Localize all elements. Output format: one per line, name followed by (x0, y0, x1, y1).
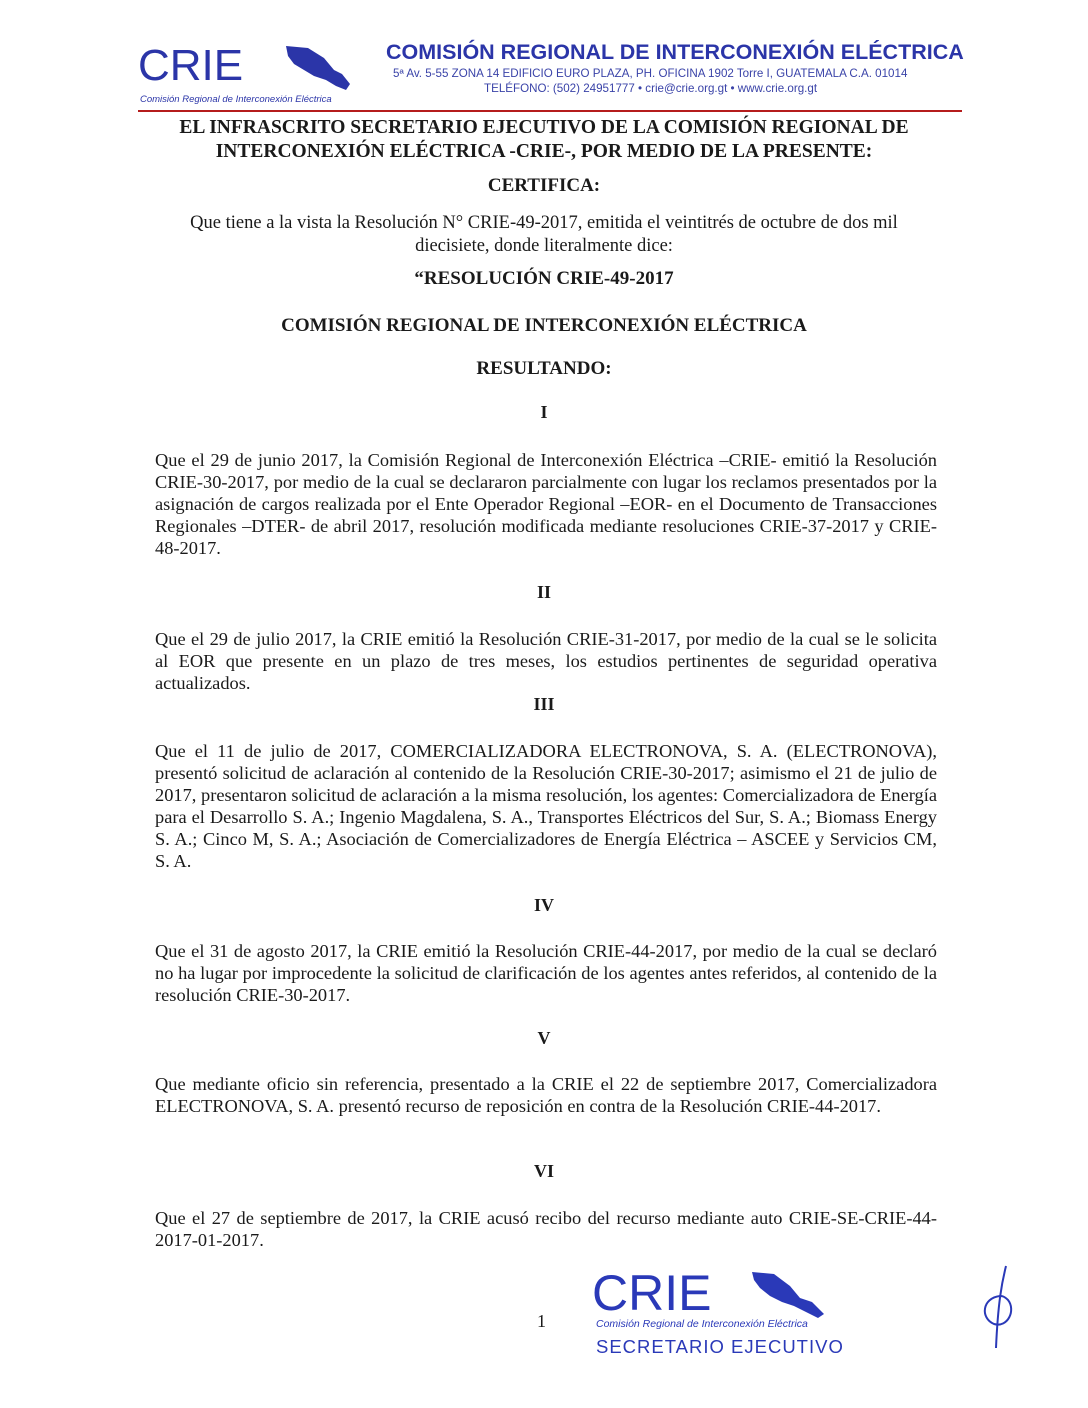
organization-name: COMISIÓN REGIONAL DE INTERCONEXIÓN ELÉCTRICA (386, 40, 964, 64)
commission-title: COMISIÓN REGIONAL DE INTERCONEXIÓN ELÉCTRICA (281, 315, 807, 336)
stamp-title: SECRETARIO EJECUTIVO (596, 1336, 844, 1357)
intro-line-1: Que tiene a la vista la Resolución N° CRIE-49-2017, emitida el veintitrés de octubre de dos mil (190, 213, 898, 233)
logo-subtitle: Comisión Regional de Interconexión Eléctrica (140, 94, 332, 105)
organization-contact: TELÉFONO: (502) 24951777 • crie@crie.org.gt • www.crie.org.gt (484, 82, 818, 95)
logo-text: CRIE (138, 41, 244, 90)
section-paragraph: Que el 27 de septiembre de 2017, la CRIE acusó recibo del recurso mediante auto CRIE-SE-CRIE-44-2017-01-2017. (155, 1208, 937, 1250)
section-paragraph: Que mediante oficio sin referencia, presentado a la CRIE el 22 de septiembre 2017, Comercializadora ELECTRONOVA, S. A. presentó recurso de reposición en contra de la Resolución CRIE-44-2017. (155, 1074, 937, 1116)
organization-address: 5ª Av. 5-55 ZONA 14 EDIFICIO EURO PLAZA, PH. OFICINA 1902 Torre I, GUATEMALA C.A. 01014 (393, 67, 908, 80)
heading-line-2: INTERCONEXIÓN ELÉCTRICA -CRIE-, POR MEDIO DE LA PRESENTE: (215, 141, 873, 162)
stamp-map-icon (752, 1272, 824, 1318)
section-paragraph: Que el 29 de julio 2017, la CRIE emitió la Resolución CRIE-31-2017, por medio de la cual se le solicita al EOR que presente en un plazo de tres meses, los estudios pertinentes de seguridad operativa actualizados. (155, 629, 937, 693)
signature-mark (972, 1262, 1032, 1352)
section-paragraph: Que el 29 de junio 2017, la Comisión Regional de Interconexión Eléctrica –CRIE- emitió la Resolución CRIE-30-2017, por medio de la cual se declararon parcialmente con lugar los reclamos presentados por la asignación de cargos realizada por el Ente Operador Regional –EOR- en el Documento de Transacciones Regionales –DTER- de abril 2017, resolución modificada mediante resoluciones CRIE-37-2017 y CRIE-48-2017. (155, 450, 937, 558)
stamp-logo-text: CRIE (592, 1265, 712, 1321)
section-paragraph: Que el 11 de julio de 2017, COMERCIALIZADORA ELECTRONOVA, S. A. (ELECTRONOVA), presentó solicitud de aclaración al contenido de la Resolución CRIE-30-2017; asimismo el 21 de julio de 2017, presentaron solicitud de aclaración a la misma resolución, los agentes: Comercializadora de Energía para el Desarrollo S. A.; Ingenio Magdalena, S. A., Transportes Eléctricos del Sur, S. A.; Biomass Energy S. A.; Cinco M, S. A.; Asociación de Comercializadores de Energía Eléctrica – ASCEE y Servicios CM, S. A. (155, 741, 937, 871)
page-number: 1 (537, 1311, 546, 1331)
section-paragraph: Que el 31 de agosto 2017, la CRIE emitió la Resolución CRIE-44-2017, por medio de la cual se declaró no ha lugar por improcedente la solicitud de clarificación de los agentes antes referidos, al contenido de la resolución CRIE-30-2017. (155, 941, 937, 1005)
resultando-heading: RESULTANDO: (476, 358, 612, 379)
certifica-heading: CERTIFICA: (487, 175, 601, 196)
section-numeral: II (536, 582, 551, 602)
section-numeral: IV (533, 895, 554, 915)
letterhead-divider (138, 110, 962, 112)
section-numeral: V (537, 1028, 551, 1048)
stamp-subtitle: Comisión Regional de Interconexión Eléctrica (596, 1318, 808, 1330)
section-numeral: I (540, 402, 548, 422)
crie-logo (138, 40, 354, 106)
resolution-title: “RESOLUCIÓN CRIE-49-2017 (414, 268, 674, 289)
section-numeral: VI (533, 1161, 554, 1181)
section-numeral: III (533, 694, 555, 714)
intro-line-2: diecisiete, donde literalmente dice: (415, 236, 673, 256)
heading-line-1: EL INFRASCRITO SECRETARIO EJECUTIVO DE LA COMISIÓN REGIONAL DE (179, 117, 909, 138)
